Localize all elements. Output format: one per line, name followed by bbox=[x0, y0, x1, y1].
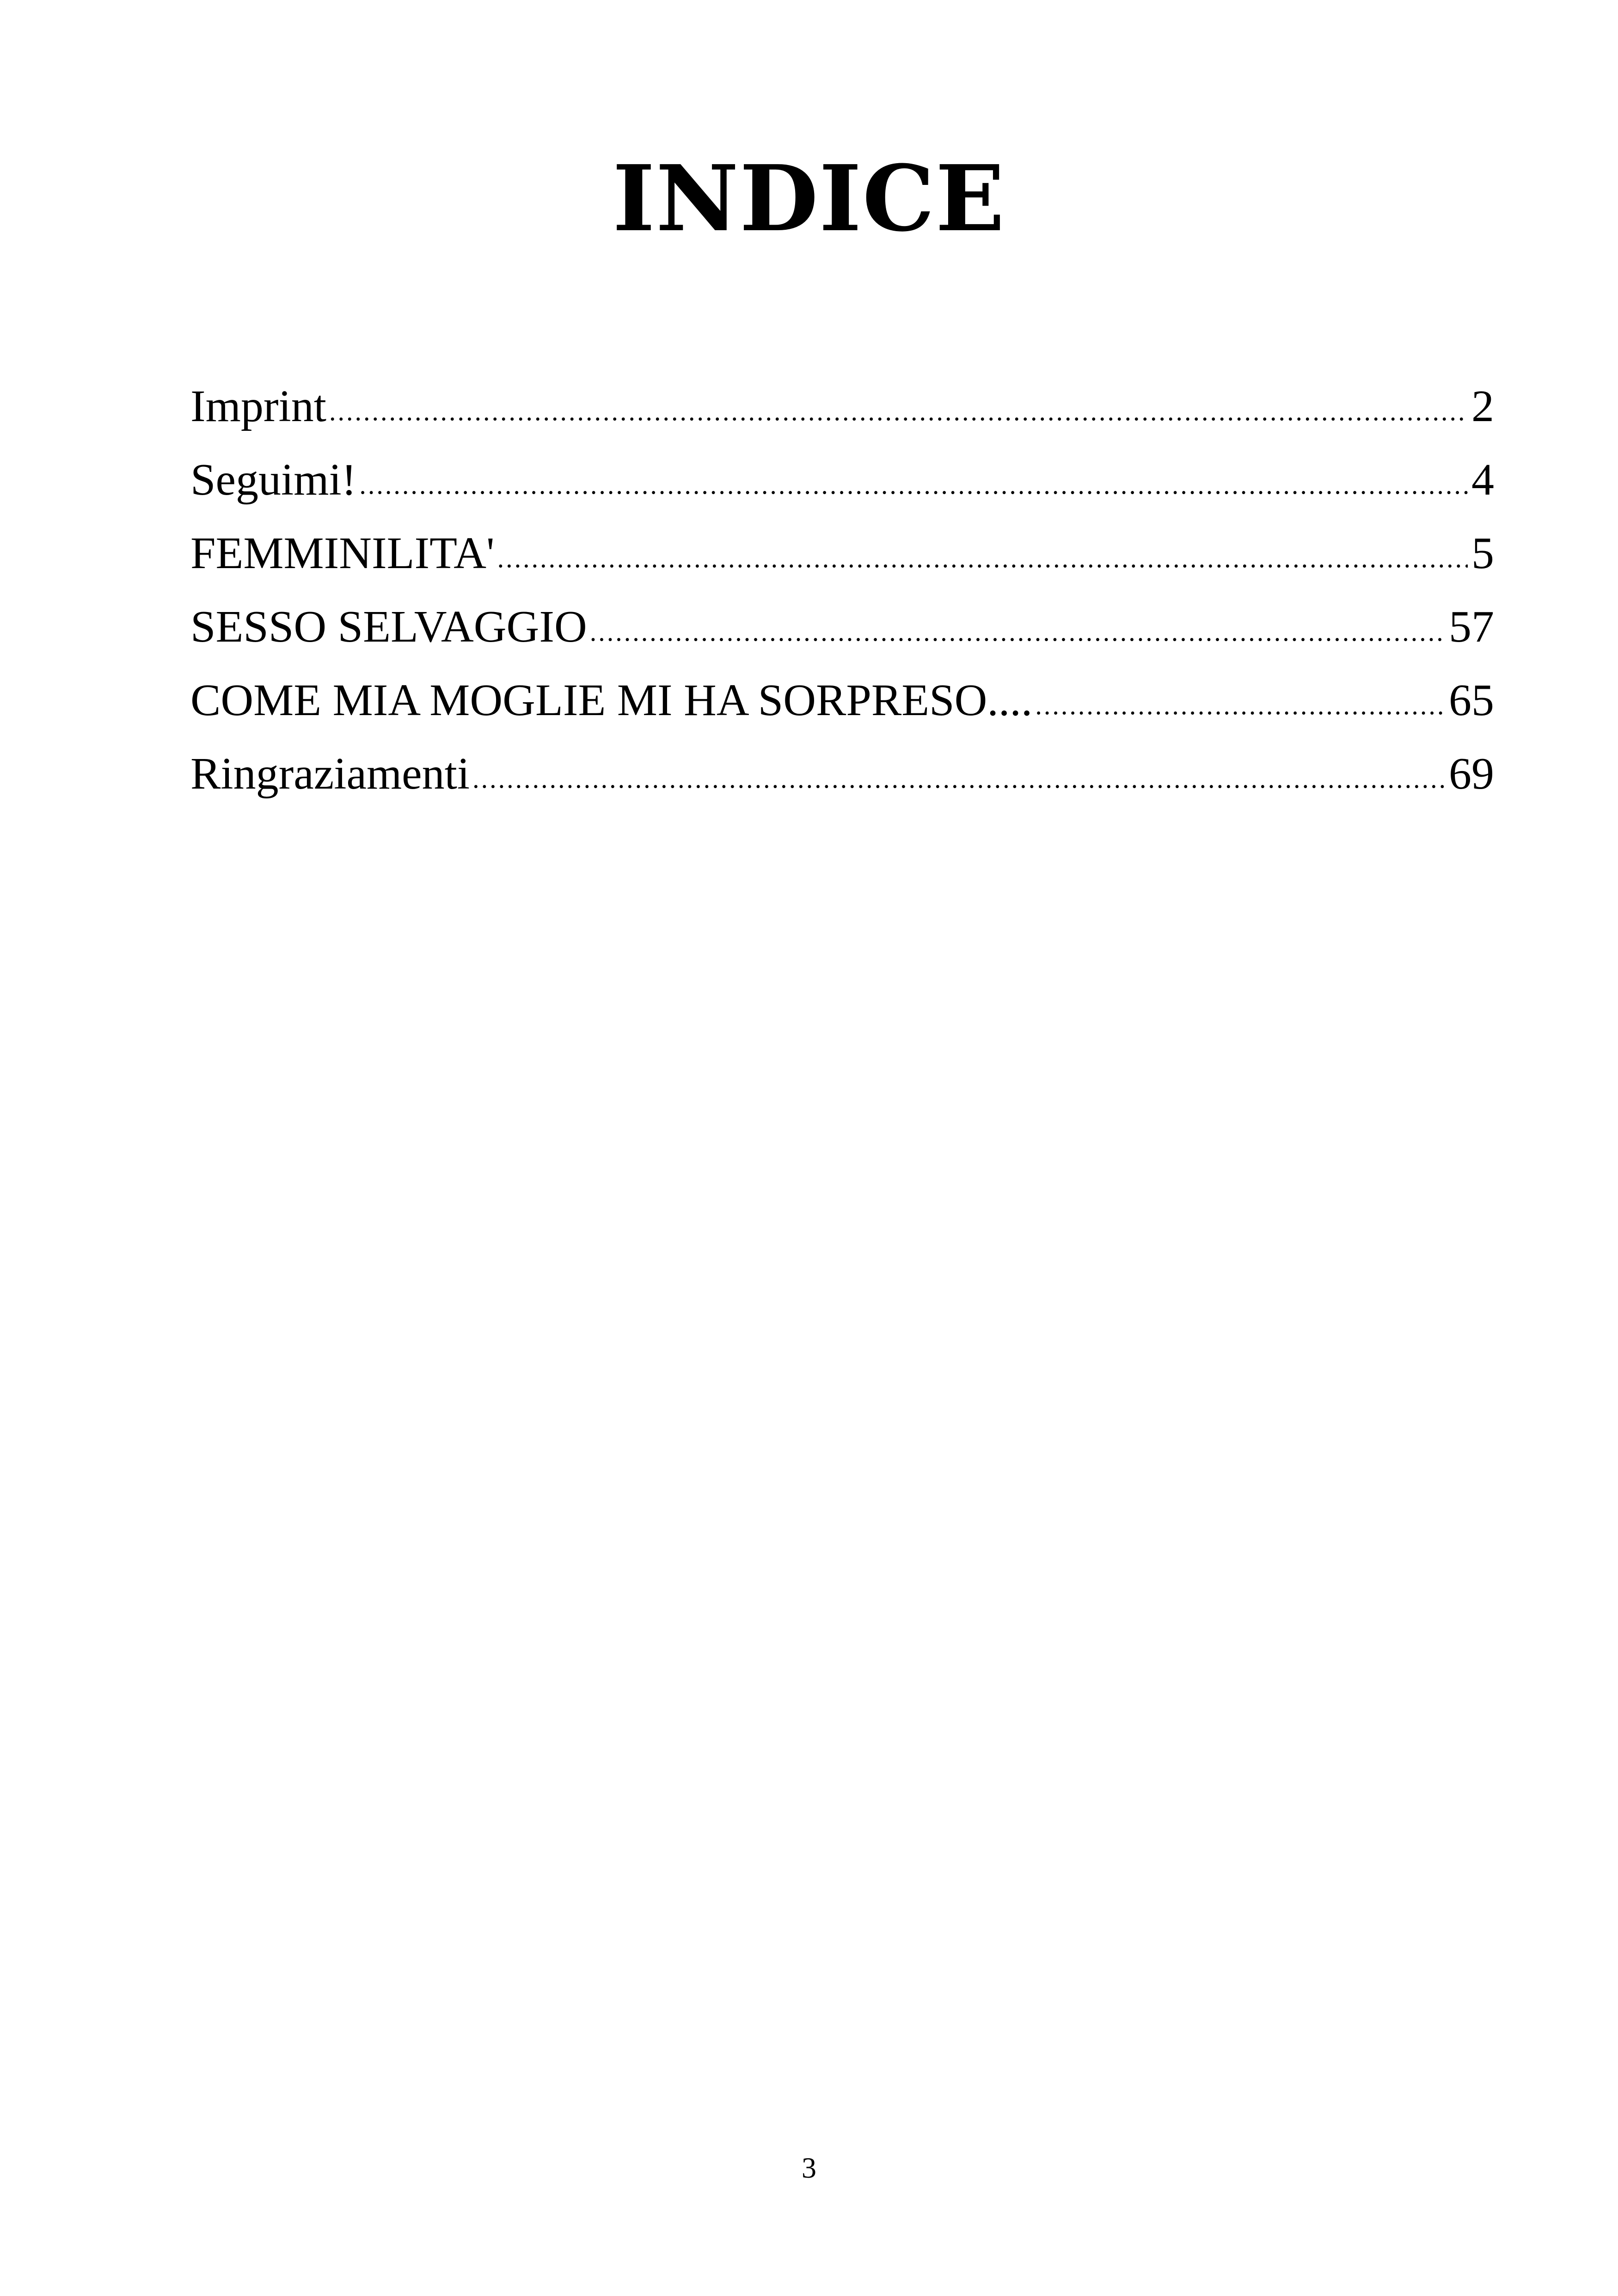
toc-entry-ringraziamenti[interactable] bbox=[190, 737, 1494, 811]
toc-entry-page: 69 bbox=[1449, 749, 1494, 799]
toc-entry-label: Ringraziamenti bbox=[190, 749, 470, 799]
dot-leader bbox=[329, 374, 1468, 448]
toc-entry-come-mia-moglie[interactable] bbox=[190, 664, 1494, 737]
dot-leader bbox=[472, 742, 1445, 815]
toc-entry-label: Imprint bbox=[190, 381, 326, 431]
toc-entry-label: SESSO SELVAGGIO bbox=[190, 602, 587, 652]
toc-entry-femminilita[interactable] bbox=[190, 517, 1494, 590]
toc-entry-page: 2 bbox=[1471, 381, 1494, 431]
dot-leader bbox=[1035, 668, 1445, 742]
toc-entry-sesso-selvaggio[interactable] bbox=[190, 590, 1494, 664]
toc-entry-seguimi[interactable] bbox=[190, 443, 1494, 517]
dot-leader bbox=[590, 595, 1445, 668]
toc-entry-label: FEMMINILITA' bbox=[190, 528, 495, 578]
toc-entry-page: 4 bbox=[1471, 455, 1494, 505]
page-title: INDICE bbox=[613, 146, 1005, 252]
toc-entry-label: Seguimi! bbox=[190, 455, 357, 505]
toc-entry-page: 5 bbox=[1471, 528, 1494, 578]
toc-entry-imprint[interactable] bbox=[190, 370, 1494, 443]
toc-entry-page: 65 bbox=[1449, 675, 1494, 725]
toc-entry-label: COME MIA MOGLIE MI HA SORPRESO.... bbox=[190, 675, 1033, 725]
dot-leader bbox=[497, 521, 1468, 595]
table-of-contents bbox=[190, 370, 1494, 811]
page-number: 3 bbox=[802, 2151, 816, 2184]
dot-leader bbox=[359, 448, 1468, 521]
toc-entry-page: 57 bbox=[1449, 602, 1494, 652]
